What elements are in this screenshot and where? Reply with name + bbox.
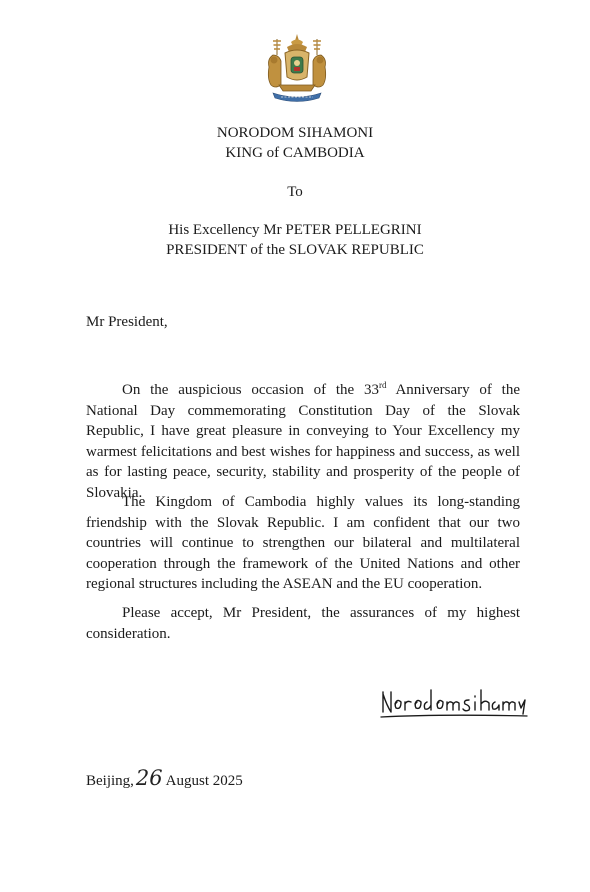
paragraph-1-rest: Anniversary of the National Day commemorating Constitution Day of the Slovak Republic, I have great pleasure in conveying to Your Excellency my warmest felicitations and best wishes for happiness and success, as well as for lasting peace, security, stability and prosperity of the people of Slovakia. (86, 382, 520, 501)
to-label: To (287, 184, 303, 200)
sender-title: KING of CAMBODIA (225, 145, 365, 161)
place: Beijing, (86, 773, 134, 789)
sender-block (0, 123, 590, 163)
paragraph-friendship: The Kingdom of Cambodia highly values its long-standing friendship with the Slovak Republic. I am confident that our two countries will continue to strengthen our bilateral and multilateral cooperation through the framework of the United Nations and other regional structures including the ASEAN and the EU cooperation. (86, 494, 520, 592)
handwritten-day: 26 (135, 766, 163, 790)
ordinal-suffix: rd (379, 380, 387, 390)
recipient-name: His Excellency Mr PETER PELLEGRINI (168, 222, 422, 238)
recipient-title: PRESIDENT of the SLOVAK REPUBLIC (166, 242, 424, 258)
salutation: Mr President, (86, 314, 168, 330)
paragraph-closing: Please accept, Mr President, the assurances of my highest consideration. (86, 605, 520, 642)
paragraph-1-start: On the auspicious occasion of the 33 (122, 382, 379, 398)
paragraph-felicitations (86, 380, 520, 503)
dateline (86, 766, 243, 790)
cambodia-royal-arms-icon (263, 33, 331, 103)
sender-name: NORODOM SIHAMONI (216, 125, 374, 141)
recipient-block (0, 220, 590, 260)
handwritten-signature-icon (379, 672, 529, 720)
month-year: August 2025 (165, 773, 243, 789)
